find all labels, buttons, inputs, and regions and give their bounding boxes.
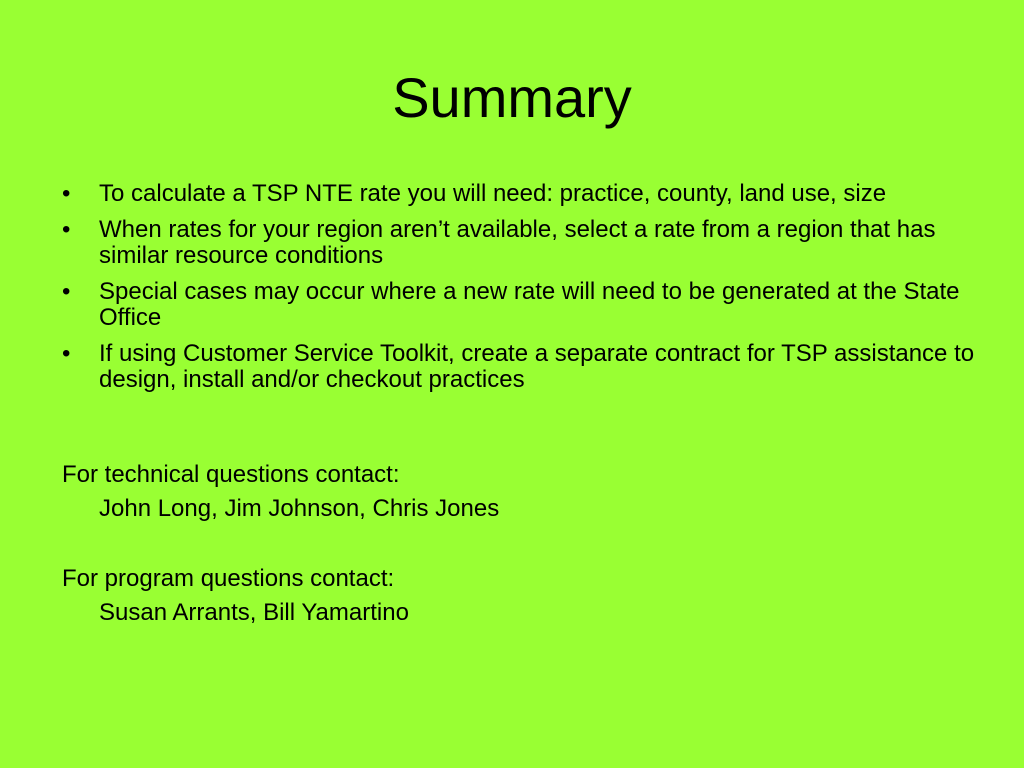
program-contact	[62, 562, 982, 630]
bullet-list	[62, 181, 982, 403]
slide-title: Summary	[392, 66, 632, 129]
bullet-icon: •	[62, 180, 71, 207]
technical-contact-names: John Long, Jim Johnson, Chris Jones	[99, 495, 500, 522]
bullet-icon: •	[62, 216, 71, 243]
bullet-icon: •	[62, 340, 71, 367]
bullet-text: When rates for your region aren’t available, select a rate from a region that has similar resource conditions	[99, 216, 936, 269]
bullet-text: To calculate a TSP NTE rate you will need: practice, county, land use, size	[99, 180, 887, 207]
technical-contact	[62, 458, 982, 526]
bullet-item	[62, 217, 982, 269]
bullet-item	[62, 181, 982, 207]
bullet-item	[62, 341, 982, 393]
bullet-text: If using Customer Service Toolkit, create a separate contract for TSP assistance to design, install and/or checkout practices	[99, 340, 975, 393]
program-contact-heading: For program questions contact:	[62, 565, 395, 592]
bullet-icon: •	[62, 278, 71, 305]
bullet-item	[62, 279, 982, 331]
program-contact-names: Susan Arrants, Bill Yamartino	[99, 599, 409, 626]
technical-contact-heading: For technical questions contact:	[62, 461, 400, 488]
bullet-text: Special cases may occur where a new rate will need to be generated at the State Office	[99, 278, 960, 331]
